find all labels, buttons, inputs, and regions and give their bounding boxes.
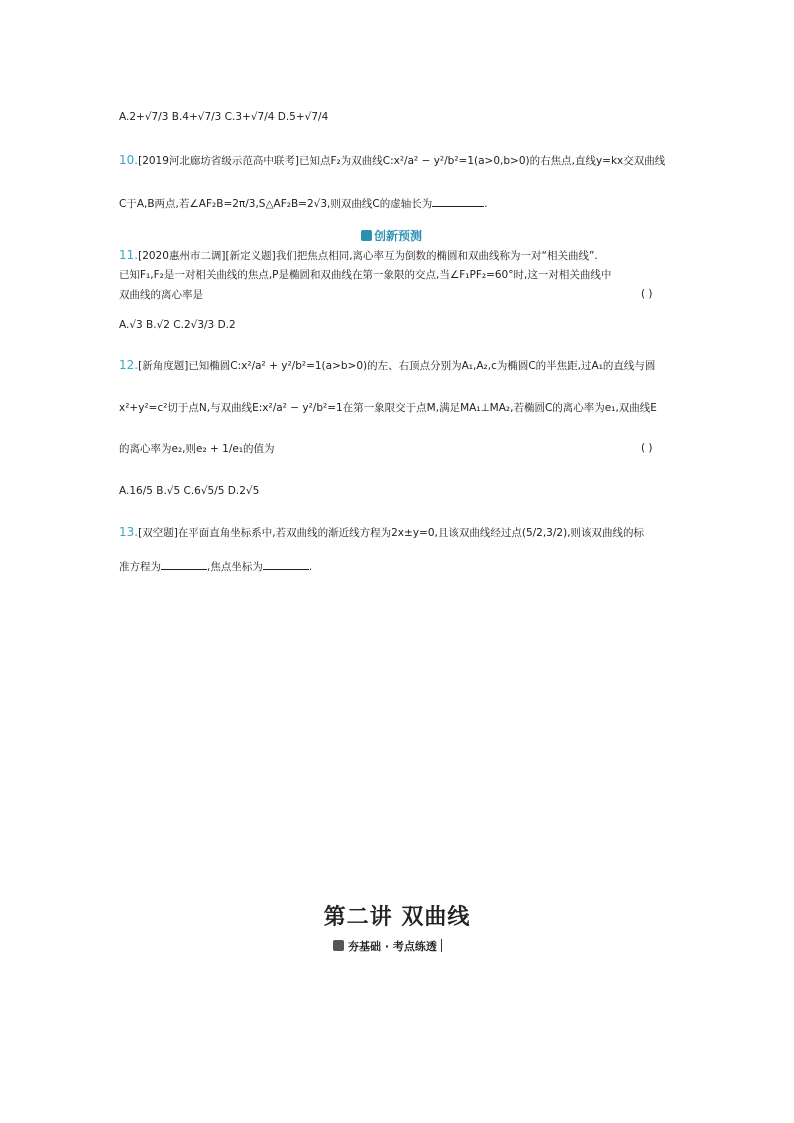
question-text: C于A,B两点,若∠AF₂B=2π/3,S△AF₂B=2√3,则双曲线C的虚轴长为 (119, 198, 433, 210)
question-11-line1 (119, 248, 598, 263)
answer-blank[interactable] (263, 558, 309, 570)
section-subtitle (333, 938, 442, 954)
section-banner (361, 227, 422, 244)
divider (441, 939, 442, 952)
question-12-line1 (119, 358, 655, 373)
question-11-options: A.√3 B.√2 C.2√3/3 D.2 (119, 319, 236, 331)
question-12-options: A.16/5 B.√5 C.6√5/5 D.2√5 (119, 485, 260, 497)
question-12-line3: 的离心率为e₂,则e₂ + 1/e₁的值为 (119, 443, 275, 455)
question-11-line2: 已知F₁,F₂是一对相关曲线的焦点,P是椭圆和双曲线在第一象限的交点,当∠F₁PF₂=60°时,这一对相关曲线中 (119, 269, 612, 281)
answer-blank[interactable] (161, 558, 207, 570)
banner-label: 创新预测 (374, 229, 423, 243)
question-number: 12. (119, 358, 139, 372)
question-number: 13. (119, 525, 139, 539)
period: . (484, 198, 488, 210)
period: . (308, 561, 313, 573)
question-13-line1 (119, 525, 644, 540)
answer-blank[interactable] (432, 195, 484, 207)
question-text: [双空题]在平面直角坐标系中,若双曲线的渐近线方程为2x±y=0,且该双曲线经过点(5/2,3/2),则该双曲线的标 (138, 527, 645, 539)
answer-paren[interactable]: ( ) (641, 288, 653, 300)
question-text: [2020惠州市二调][新定义题]我们把焦点相同,离心率互为倒数的椭圆和双曲线称为一对“相关曲线”. (138, 250, 598, 262)
question-12-line2: x²+y²=c²切于点N,与双曲线E:x²/a² − y²/b²=1在第一象限交于点M,满足MA₁⊥MA₂,若椭圆C的离心率为e₁,双曲线E (119, 402, 657, 414)
bulb-icon (333, 940, 344, 951)
question-13-line2 (119, 558, 312, 574)
answer-paren[interactable]: ( ) (641, 442, 653, 454)
q9-options: A.2+√7/3 B.4+√7/3 C.3+√7/4 D.5+√7/4 (119, 111, 329, 123)
question-text: ,焦点坐标为 (207, 561, 263, 573)
section-title: 第二讲 双曲线 (323, 904, 471, 930)
question-text: [2019河北廊坊省级示范高中联考]已知点F₂为双曲线C:x²/a² − y²/b²=1(a>0,b>0)的右焦点,直线y=kx交双曲线 (138, 155, 666, 167)
question-10-line1 (119, 153, 665, 168)
question-11-line3: 双曲线的离心率是 (119, 289, 203, 301)
question-text: [新角度题]已知椭圆C:x²/a² + y²/b²=1(a>b>0)的左、右顶点分别为A₁,A₂,c为椭圆C的半焦距,过A₁的直线与圆 (138, 360, 656, 372)
question-number: 10. (119, 153, 139, 167)
pencil-icon (361, 230, 372, 241)
subtitle-label: 夯基础 · 考点练透 (348, 940, 437, 953)
question-number: 11. (119, 248, 139, 262)
question-10-line2 (119, 195, 488, 211)
question-text: 准方程为 (119, 561, 161, 573)
